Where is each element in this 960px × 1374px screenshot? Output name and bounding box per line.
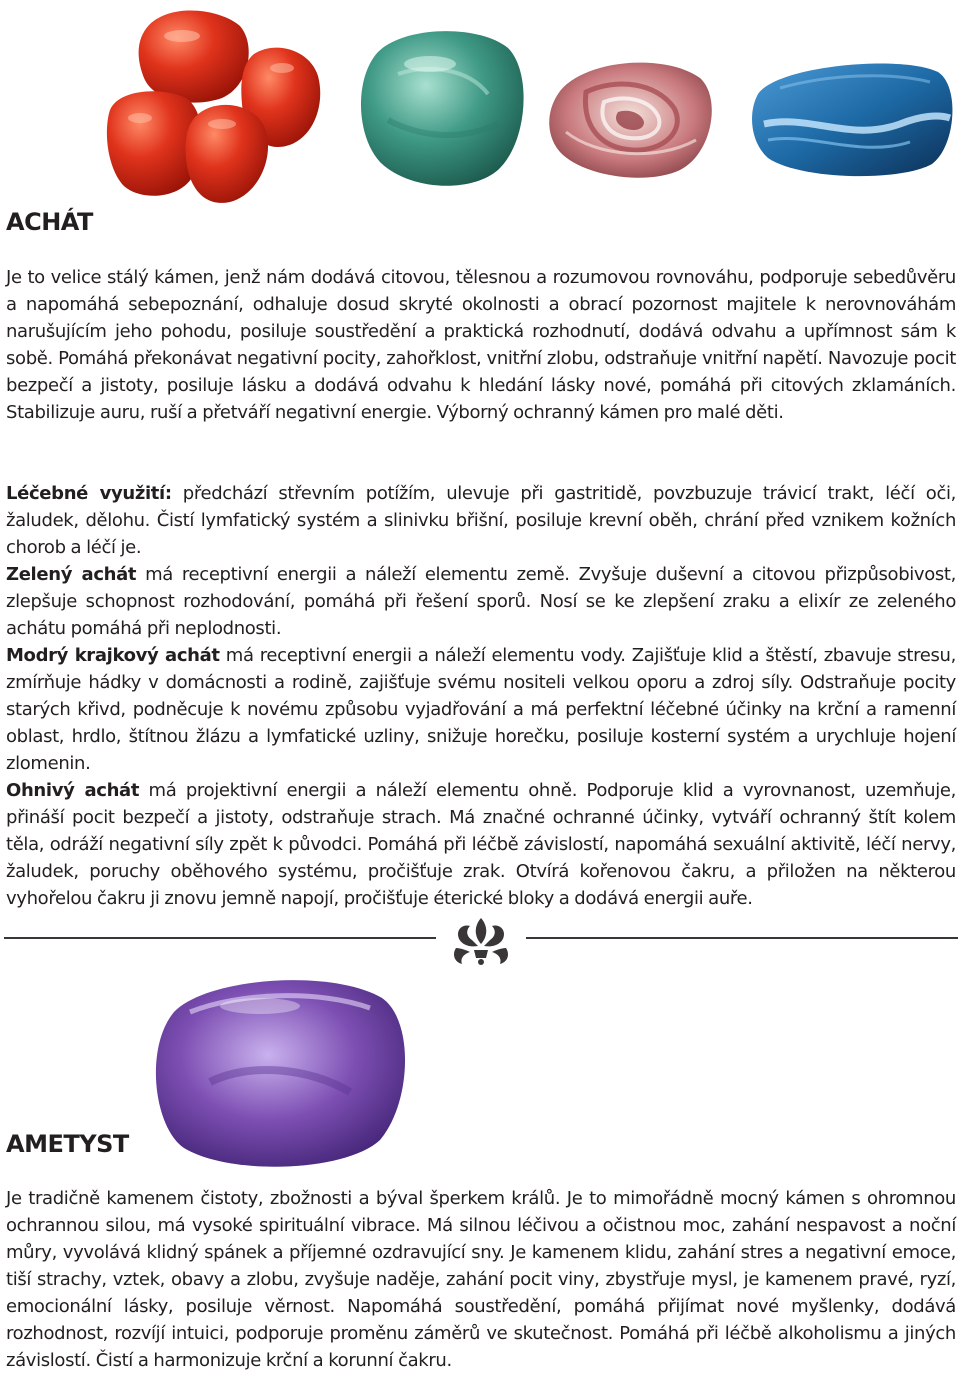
red-agate-image xyxy=(104,6,328,208)
green-agate-image xyxy=(358,24,530,188)
agate-photos xyxy=(0,0,960,210)
achat-healing-paragraph xyxy=(6,480,956,561)
flourish-icon xyxy=(454,918,508,965)
fire-agate-paragraph xyxy=(6,777,956,912)
blue-agate-paragraph xyxy=(6,642,956,777)
blue-agate-label: Modrý krajkový achát xyxy=(6,645,220,666)
amethyst-image xyxy=(150,972,412,1172)
green-agate-paragraph xyxy=(6,561,956,642)
green-agate-text: má receptivní energii a náleží elementu země. Zvyšuje duševní a citovou přizpůsobivost, zlepšuje schopnost rozhodování, pomáhá při řešení sporů. Nosí se ke zlepšení zraku a elixír ze zeleného achátu pomáhá při neplodnosti. xyxy=(6,564,956,639)
blue-agate-image xyxy=(750,54,956,180)
green-agate-label: Zelený achát xyxy=(6,564,137,585)
fire-agate-label: Ohnivý achát xyxy=(6,780,140,801)
healing-text: předchází střevním potížím, ulevuje při gastritidě, povzbuzuje trávicí trakt, léčí oči, žaludek, dělohu. Čistí lymfatický systém a slinivku břišní, posiluje krevní oběh, chrání před vznikem kožních chorob a léčí je. xyxy=(6,483,957,558)
banded-agate-image xyxy=(546,52,716,180)
fire-agate-text: má projektivní energii a náleží elementu ohně. Podporuje klid a vyrovnanost, uzemňuje, přináší pocit bezpečí a jistoty, odstraňuje strach. Má značné ochranné účinky, vytváří ochranný štít kolem těla, odráží negativní síly zpět k původci. Pomáhá při léčbě závislostí, napomáhá sexuální aktivitě, léčí nervy, žaludek, poruchy oběhového systému, pročišťuje zrak. Otvírá kořenovou čakru, a přiložen na některou vyhořelou čakru ji znovu jemně napojí, pročišťuje éterické bloky a dodává energii auře. xyxy=(6,780,956,909)
healing-label: Léčebné využití: xyxy=(6,483,172,504)
ametyst-text: Je tradičně kamenem čistoty, zbožnosti a býval šperkem králů. Je to mimořádně mocný kámen s ohromnou ochrannou silou, má vysoké spirituální vibrace. Má silnou léčivou a očistnou moc, zahání nespavost a noční můry, vyvolává klidný spánek a příjemné ozdravující sny. Je kamenem klidu, zahání stres a negativní emoce, tiší strachy, vztek, obavy a zlobu, zvyšuje naděje, zahání pocit viny, zbystřuje mysl, je kamenem pravé, ryzí, emocionální lásky, posiluje věrnost. Napomáhá soustředění, pomáhá přijímat nové myšlenky, dodává rozhodnost, rozvíjí intuici, podporuje proměnu záměrů ve skutečnost. Pomáhá při léčbě alkoholismu a jiných závislostí. Čistí a harmonizuje krční a korunní čakru. xyxy=(6,1188,956,1371)
blue-agate-text: má receptivní energii a náleží elementu vody. Zajišťuje klid a štěstí, zbavuje stresu, zmírňuje hádky v domácnosti a rodině, zajišťuje svému nositeli velkou oporu a zdroj síly. Odstraňuje pocity starých křivd, podněcuje k novému způsobu vyjadřování a má perfektní léčebné účinky na krční a ramenní oblast, hrdlo, štítnou žlázu a lymfatické uzliny, snižuje horečku, posiluje kosterní systém a urychluje hojení zlomenin. xyxy=(6,645,956,774)
ornamental-divider xyxy=(0,912,960,972)
achat-title: ACHÁT xyxy=(6,208,93,236)
ametyst-title: AMETYST xyxy=(6,1130,129,1158)
achat-intro: Je to velice stálý kámen, jenž nám dodává citovou, tělesnou a rozumovou rovnováhu, podporuje sebedůvěru a napomáhá sebepoznání, odhaluje dosud skryté okolnosti a obrací pozornost majitele k nerovnováhám narušujícím jeho pohodu, posiluje soustředění a praktická rozhodnutí, dodává odvahu a upřímnost sám k sobě. Pomáhá překonávat negativní pocity, zahořklost, vnitřní zlobu, odstraňuje vnitřní napětí. Navozuje pocit bezpečí a jistoty, posiluje lásku a dodává odvahu k hledání lásky nové, pomáhá při citových zklamáních. Stabilizuje auru, ruší a přetváří negativní energie. Výborný ochranný kámen pro malé děti. xyxy=(6,267,956,423)
